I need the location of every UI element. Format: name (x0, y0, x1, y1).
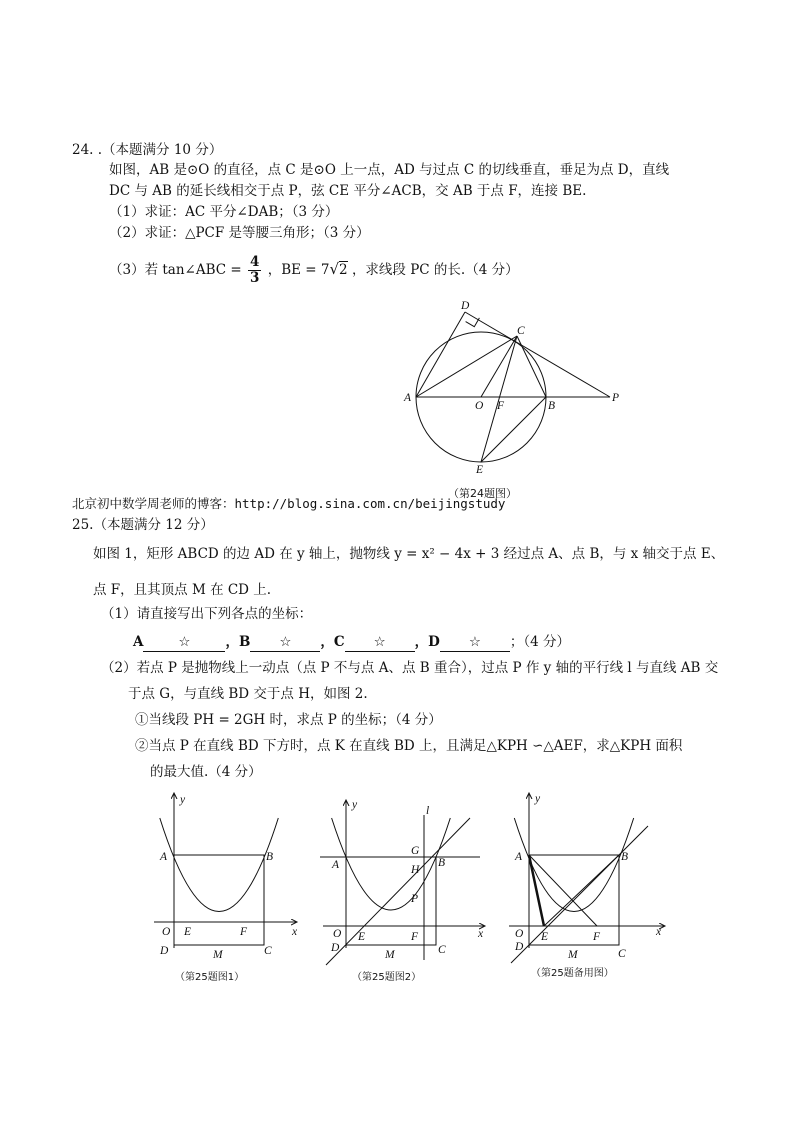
fig3-line-AF (529, 855, 597, 926)
fig2-label-E: E (358, 931, 366, 943)
label-F: F (497, 400, 505, 412)
q24-fraction-denominator: 3 (250, 270, 260, 286)
fig1-caption: （第25题图1） (175, 972, 245, 983)
q25-stem-line1: 如图 1，矩形 ABCD 的边 AD 在 y 轴上，抛物线 y = x² − 4x + 3 经过点 A、点 B，与 x 轴交于点 E、 (93, 546, 725, 562)
fig1-label-E: E (184, 926, 192, 938)
fig3-label-E: E (541, 931, 549, 943)
answer-label-C: ，C (320, 634, 345, 650)
q24-header: 24. .（本题满分 10 分） (72, 142, 223, 158)
fig3 (509, 793, 665, 963)
fig3-caption: （第25题备用图） (531, 968, 614, 979)
fig2-label-D: D (331, 942, 340, 954)
q24-stem-line2: DC 与 AB 的延长线相交于点 P，弦 CE 平分∠ACB，交 AB 于点 F，连接 BE. (109, 183, 587, 199)
fig3-label-y: y (535, 793, 541, 805)
answer-label-B: ，B (225, 634, 251, 650)
q24-part1: （1）求证：AC 平分∠DAB；（3 分） (109, 204, 339, 220)
q25-sub2-line2: 的最大值.（4 分） (150, 764, 262, 780)
fig1-label-x: x (292, 926, 298, 938)
answer-blank-A: ☆ (143, 633, 225, 652)
fig1-label-A: A (160, 851, 168, 863)
q25-stem-line2: 点 F，且其顶点 M 在 CD 上. (93, 582, 272, 598)
q24-fraction-numerator: 4 (250, 254, 260, 270)
label-B: B (548, 400, 556, 412)
fig2-label-y: y (352, 799, 358, 811)
q24-part2: （2）求证：△PCF 是等腰三角形；（3 分） (109, 225, 370, 241)
fig2-caption: （第25题图2） (352, 972, 422, 983)
fig2-label-H: H (411, 864, 420, 876)
fig1-label-C: C (264, 945, 272, 957)
q25-sub2-line1: ②当点 P 在直线 BD 下方时，点 K 在直线 BD 上，且满足△KPH ∽△AEF，求△KPH 面积 (135, 738, 683, 754)
fig3-label-x: x (656, 926, 662, 938)
label-A: A (404, 392, 412, 404)
fig2-label-O: O (333, 928, 342, 940)
q24-part3-prefix: （3）若 tan∠ABC = (109, 262, 242, 278)
fig3-line-BD (511, 826, 648, 963)
answer-label-A: A (133, 634, 144, 650)
fig3-label-D: D (515, 941, 524, 953)
fig1 (154, 793, 297, 948)
fig2-label-P: P (411, 893, 419, 905)
label-C: C (517, 325, 525, 337)
fig2-label-l: l (426, 805, 430, 817)
label-O: O (475, 400, 484, 412)
fig2-label-C: C (438, 944, 446, 956)
label-P: P (612, 392, 620, 404)
answer-blank-C: ☆ (345, 633, 415, 652)
fig3-label-A: A (515, 851, 523, 863)
fig1-label-B: B (266, 851, 274, 863)
q24-part3-suffix: ，求线段 PC 的长.（4 分） (351, 262, 519, 278)
fig3-label-M: M (568, 949, 578, 961)
answer-score: ；（4 分） (509, 634, 571, 650)
label-D: D (461, 300, 470, 312)
fig3-line-EB (544, 855, 619, 926)
fig2-label-F: F (411, 931, 419, 943)
answer-blank-B: ☆ (250, 633, 320, 652)
fig2-label-x: x (478, 928, 484, 940)
fig2-label-B: B (438, 857, 446, 869)
q25-part2-line1: （2）若点 P 是抛物线上一动点（点 P 不与点 A、点 B 重合），过点 P 作 y 轴的平行线 l 与直线 AB 交 (101, 660, 719, 676)
fig3-label-C: C (618, 948, 626, 960)
fig2-label-A: A (332, 859, 340, 871)
answer-label-D: ，D (414, 634, 440, 650)
q24-part3-mid: ，BE = 7 (267, 262, 330, 278)
fig2-parabola (332, 818, 451, 910)
q24-stem-line1: 如图，AB 是⊙O 的直径，点 C 是⊙O 上一点，AD 与过点 C 的切线垂直，垂足为点 D，直线 (109, 162, 670, 178)
fig1-label-F: F (240, 926, 248, 938)
fig2-label-G: G (411, 845, 420, 857)
fig1-label-D: D (160, 945, 169, 957)
q25-sub1: ①当线段 PH = 2GH 时，求点 P 的坐标；（4 分） (135, 712, 442, 728)
fig2 (320, 800, 485, 965)
q25-part2-line2: 于点 G，与直线 BD 交于点 H，如图 2. (128, 686, 368, 702)
q25-part1: （1）请直接写出下列各点的坐标： (101, 606, 313, 622)
blog-line: 北京初中数学周老师的博客：http://blog.sina.com.cn/beijingstudy (72, 496, 506, 511)
fig2-line-BD (326, 818, 470, 965)
q24-sqrt-radicand: 2 (339, 262, 348, 278)
label-E: E (476, 464, 484, 476)
fig3-label-O: O (515, 928, 524, 940)
fig1-label-y: y (180, 794, 186, 806)
q25-header: 25.（本题满分 12 分） (72, 517, 214, 533)
fig1-parabola (160, 818, 278, 912)
q24-figure-caption: （第24题图） (448, 487, 517, 500)
fig3-line-AE (529, 855, 544, 926)
answer-blank-D: ☆ (440, 633, 510, 652)
fig3-label-B: B (621, 851, 629, 863)
fig3-label-F: F (593, 931, 601, 943)
fig2-label-M: M (385, 949, 395, 961)
fig1-label-M: M (213, 949, 223, 961)
fig1-label-O: O (162, 926, 171, 938)
sqrt-symbol: √ (329, 260, 340, 278)
